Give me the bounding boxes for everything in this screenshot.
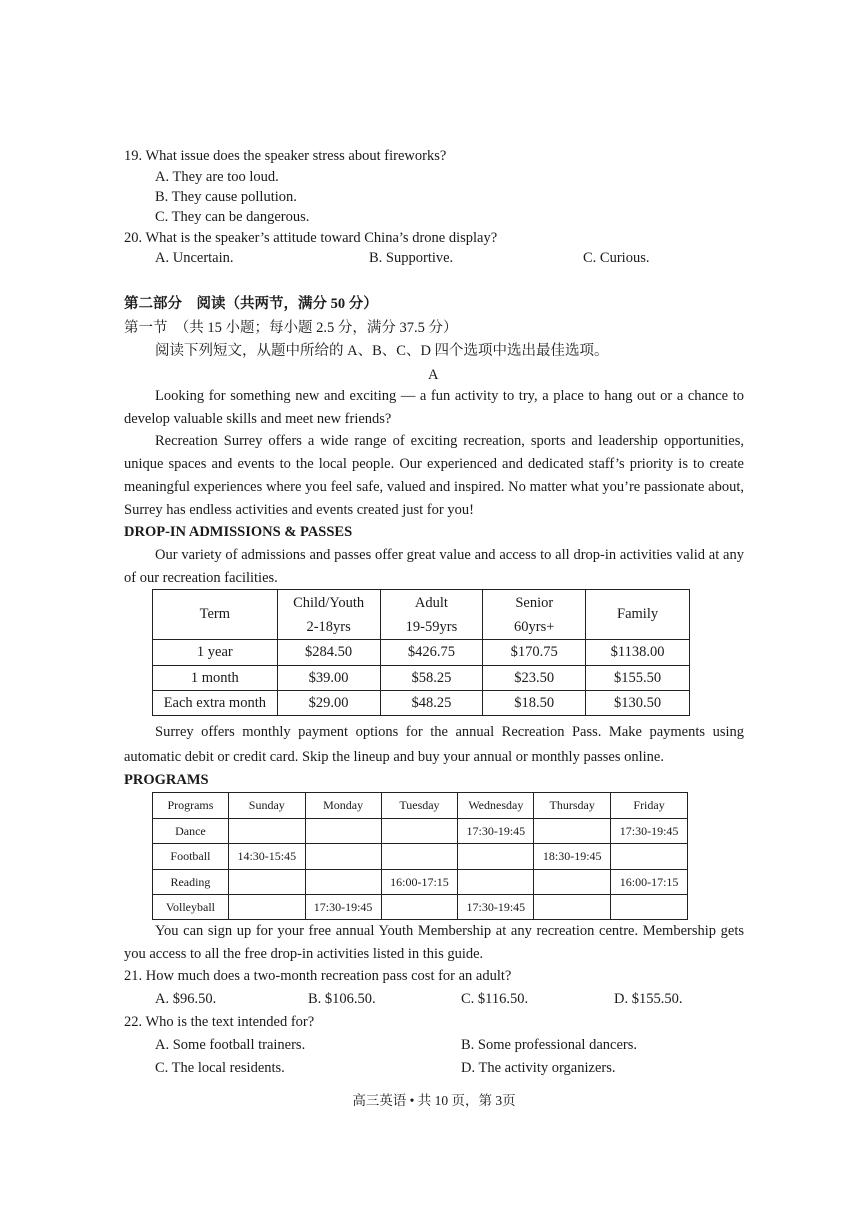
- schedule-cell: [534, 819, 611, 844]
- schedule-cell: [381, 844, 458, 870]
- page-footer: 高三英语 • 共 10 页，第 3页: [352, 1093, 516, 1108]
- passes-header-child: Child/Youth 2-18yrs: [277, 590, 380, 640]
- q21-option-d: D. $155.50.: [614, 991, 683, 1007]
- program-name-cell: Reading: [153, 870, 229, 895]
- table-row: [153, 870, 688, 895]
- schedule-cell: 17:30-19:45: [611, 819, 688, 844]
- schedule-cell: [458, 870, 534, 895]
- price-cell: $130.50: [586, 691, 690, 716]
- price-cell: $284.50: [277, 640, 380, 666]
- passes-header-term: Term: [153, 590, 278, 640]
- schedule-cell: [381, 819, 458, 844]
- term-cell: 1 year: [153, 640, 278, 666]
- table-row: [153, 640, 690, 666]
- schedule-cell: 16:00-17:15: [381, 870, 458, 895]
- schedule-cell: [305, 870, 381, 895]
- price-cell: $39.00: [277, 666, 380, 691]
- q20-option-b: B. Supportive.: [369, 250, 454, 266]
- schedule-cell: [305, 819, 381, 844]
- q22-option-c: C. The local residents.: [155, 1060, 285, 1076]
- q22-stem: 22. Who is the text intended for?: [124, 1014, 315, 1030]
- price-cell: $18.50: [483, 691, 586, 716]
- header-cell: Sunday: [228, 793, 305, 819]
- header-cell: Monday: [305, 793, 381, 819]
- q22-option-d: D. The activity organizers.: [461, 1060, 616, 1076]
- schedule-cell: 17:30-19:45: [305, 895, 381, 920]
- q19-option-b: B. They cause pollution.: [155, 189, 297, 205]
- q20-stem: 20. What is the speaker’s attitude toward China’s drone display?: [124, 230, 498, 246]
- programs-heading: PROGRAMS: [124, 772, 209, 788]
- admissions-heading: DROP-IN ADMISSIONS & PASSES: [124, 524, 353, 540]
- price-cell: $1138.00: [586, 640, 690, 666]
- schedule-cell: [611, 844, 688, 870]
- part2-heading: 第二部分 阅读（共两节，满分 50 分）: [124, 296, 378, 312]
- table-row: [153, 844, 688, 870]
- passage-paragraph-5: You can sign up for your free annual Youth Membership at any recreation centre. Membership gets you access to all the free drop-in activities listed in this guide.: [124, 923, 744, 962]
- programs-header-row: [153, 793, 688, 819]
- price-cell: $155.50: [586, 666, 690, 691]
- programs-table: [152, 792, 688, 920]
- price-cell: $426.75: [380, 640, 483, 666]
- passes-table: [152, 589, 690, 716]
- passes-header-family: Family: [586, 590, 690, 640]
- price-cell: $23.50: [483, 666, 586, 691]
- schedule-cell: 17:30-19:45: [458, 819, 534, 844]
- header-cell: Programs: [153, 793, 229, 819]
- price-cell: $48.25: [380, 691, 483, 716]
- passes-header-adult: Adult 19-59yrs: [380, 590, 483, 640]
- price-cell: $58.25: [380, 666, 483, 691]
- table-row: [153, 895, 688, 920]
- header-cell: Tuesday: [381, 793, 458, 819]
- schedule-cell: [228, 895, 305, 920]
- program-name-cell: Volleyball: [153, 895, 229, 920]
- term-cell: 1 month: [153, 666, 278, 691]
- schedule-cell: 14:30-15:45: [228, 844, 305, 870]
- passage-paragraph-2: Recreation Surrey offers a wide range of exciting recreation, sports and leadership opportunities, unique spaces and events to the local people. Our experienced and dedicated staff’s priority is to create meaningful experiences where you feel safe, valued and inspired. No matter what you’re passionate about, Surrey has endless activities and events created just for you!: [124, 433, 744, 518]
- q22-option-a: A. Some football trainers.: [155, 1037, 306, 1053]
- schedule-cell: 18:30-19:45: [534, 844, 611, 870]
- term-cell: Each extra month: [153, 691, 278, 716]
- schedule-cell: [381, 895, 458, 920]
- program-name-cell: Football: [153, 844, 229, 870]
- q20-option-a: A. Uncertain.: [155, 250, 234, 266]
- header-cell: Wednesday: [458, 793, 534, 819]
- q19-stem: 19. What issue does the speaker stress about fireworks?: [124, 148, 447, 164]
- schedule-cell: [534, 870, 611, 895]
- table-row: [153, 666, 690, 691]
- q19-option-c: C. They can be dangerous.: [155, 209, 310, 225]
- passage-letter: A: [428, 367, 439, 383]
- program-name-cell: Dance: [153, 819, 229, 844]
- table-row: [153, 691, 690, 716]
- schedule-cell: [611, 895, 688, 920]
- schedule-cell: [305, 844, 381, 870]
- reading-instruction: 阅读下列短文，从题中所给的 A、B、C、D 四个选项中选出最佳选项。: [155, 343, 609, 359]
- header-cell: Thursday: [534, 793, 611, 819]
- header-cell: Friday: [611, 793, 688, 819]
- q22-option-b: B. Some professional dancers.: [461, 1037, 637, 1053]
- q19-option-a: A. They are too loud.: [155, 169, 279, 185]
- passage-paragraph-4: Surrey offers monthly payment options for the annual Recreation Pass. Make payments using automatic debit or credit card. Skip the lineup and buy your annual or monthly passes online.: [124, 724, 744, 765]
- q21-option-a: A. $96.50.: [155, 991, 217, 1007]
- table-row: [153, 819, 688, 844]
- price-cell: $170.75: [483, 640, 586, 666]
- passes-header-senior: Senior 60yrs+: [483, 590, 586, 640]
- q21-option-c: C. $116.50.: [461, 991, 529, 1007]
- schedule-cell: 17:30-19:45: [458, 895, 534, 920]
- price-cell: $29.00: [277, 691, 380, 716]
- q21-option-b: B. $106.50.: [308, 991, 376, 1007]
- schedule-cell: 16:00-17:15: [611, 870, 688, 895]
- schedule-cell: [228, 819, 305, 844]
- schedule-cell: [534, 895, 611, 920]
- passage-paragraph-1: Looking for something new and exciting — a fun activity to try, a place to hang out or a chance to develop valuable skills and meet new friends?: [124, 388, 744, 427]
- section1-heading: 第一节 （共 15 小题；每小题 2.5 分，满分 37.5 分）: [124, 320, 458, 336]
- q20-option-c: C. Curious.: [583, 250, 650, 266]
- schedule-cell: [228, 870, 305, 895]
- schedule-cell: [458, 844, 534, 870]
- passage-paragraph-3: Our variety of admissions and passes offer great value and access to all drop-in activities valid at any of our recreation facilities.: [124, 547, 744, 586]
- q21-stem: 21. How much does a two-month recreation pass cost for an adult?: [124, 968, 512, 984]
- passes-header-row: [153, 590, 690, 640]
